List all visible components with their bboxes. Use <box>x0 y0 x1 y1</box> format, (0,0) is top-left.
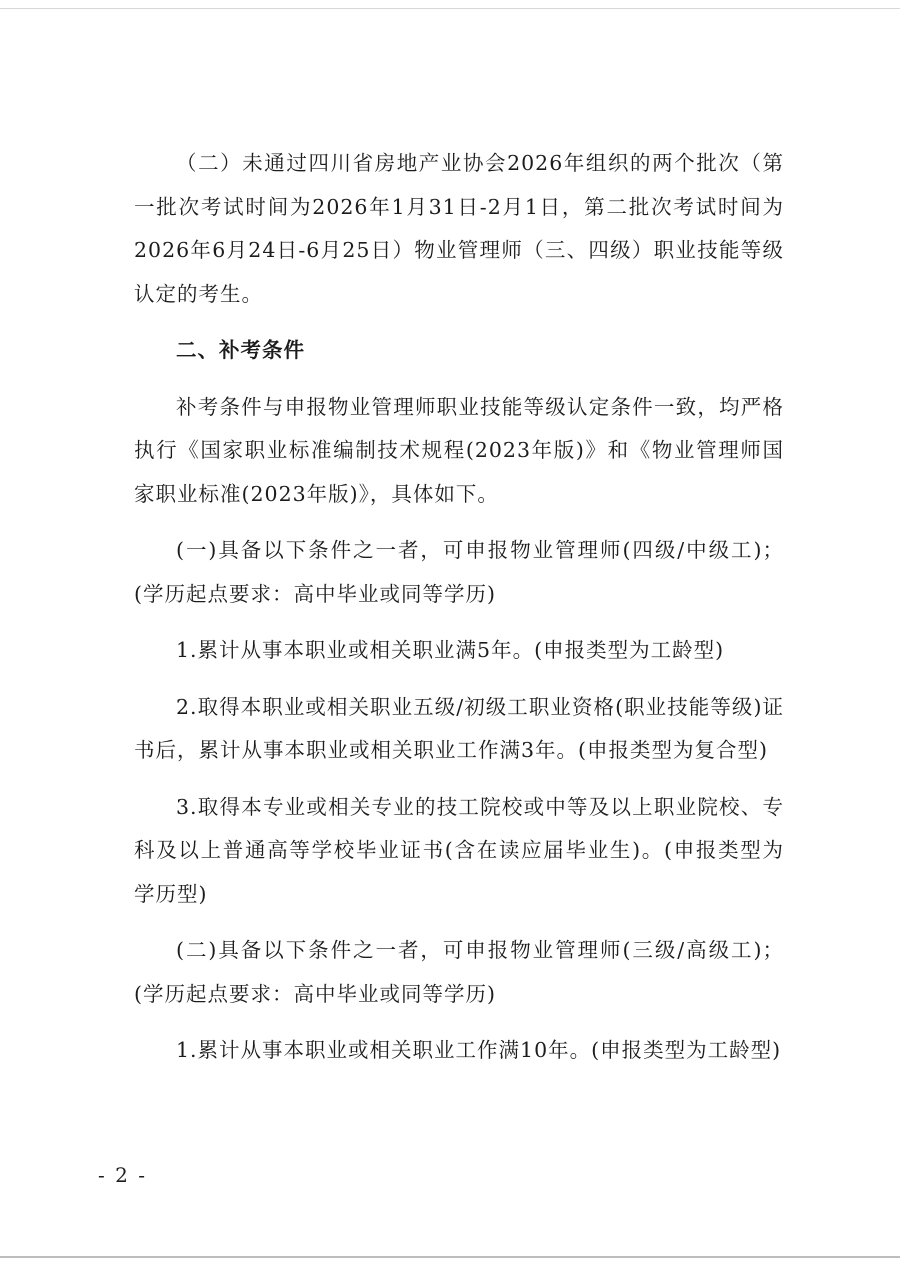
page-number: - 2 - <box>98 1163 147 1187</box>
section-heading-makeup-conditions: 二、补考条件 <box>176 338 305 362</box>
list-item-level-four-2: 2.取得本职业或相关职业五级/初级工职业资格(职业技能等级)证书后，累计从事本职业或相关职业工作满3年。(申报类型为复合型) <box>134 694 784 762</box>
paragraph-level-three-conditions: (二)具备以下条件之一者，可申报物业管理师(三级/高级工)；(学历起点要求：高中毕业或同等学历) <box>134 938 784 1006</box>
document-body <box>134 142 784 1073</box>
paragraph-unpassed-candidates: （二）未通过四川省房地产业协会2026年组织的两个批次（第一批次考试时间为2026年1月31日-2月1日，第二批次考试时间为2026年6月24日-6月25日）物业管理师（三、四级）职业技能等级认定的考生。 <box>134 151 784 306</box>
list-item-level-three-1: 1.累计从事本职业或相关职业工作满10年。(申报类型为工龄型) <box>176 1038 782 1062</box>
paragraph-level-four-conditions: (一)具备以下条件之一者，可申报物业管理师(四级/中级工)；(学历起点要求：高中毕业或同等学历) <box>134 538 784 606</box>
scan-edge-bottom <box>0 1256 900 1258</box>
paragraph-conditions-intro: 补考条件与申报物业管理师职业技能等级认定条件一致，均严格执行《国家职业标准编制技术规程(2023年版)》和《物业管理师国家职业标准(2023年版)》，具体如下。 <box>134 394 784 506</box>
list-item-level-four-1: 1.累计从事本职业或相关职业满5年。(申报类型为工龄型) <box>176 638 725 662</box>
scan-edge-top <box>0 8 900 9</box>
list-item-level-four-3: 3.取得本专业或相关专业的技工院校或中等及以上职业院校、专科及以上普通高等学校毕业证书(含在读应届毕业生)。(申报类型为学历型) <box>134 794 784 906</box>
